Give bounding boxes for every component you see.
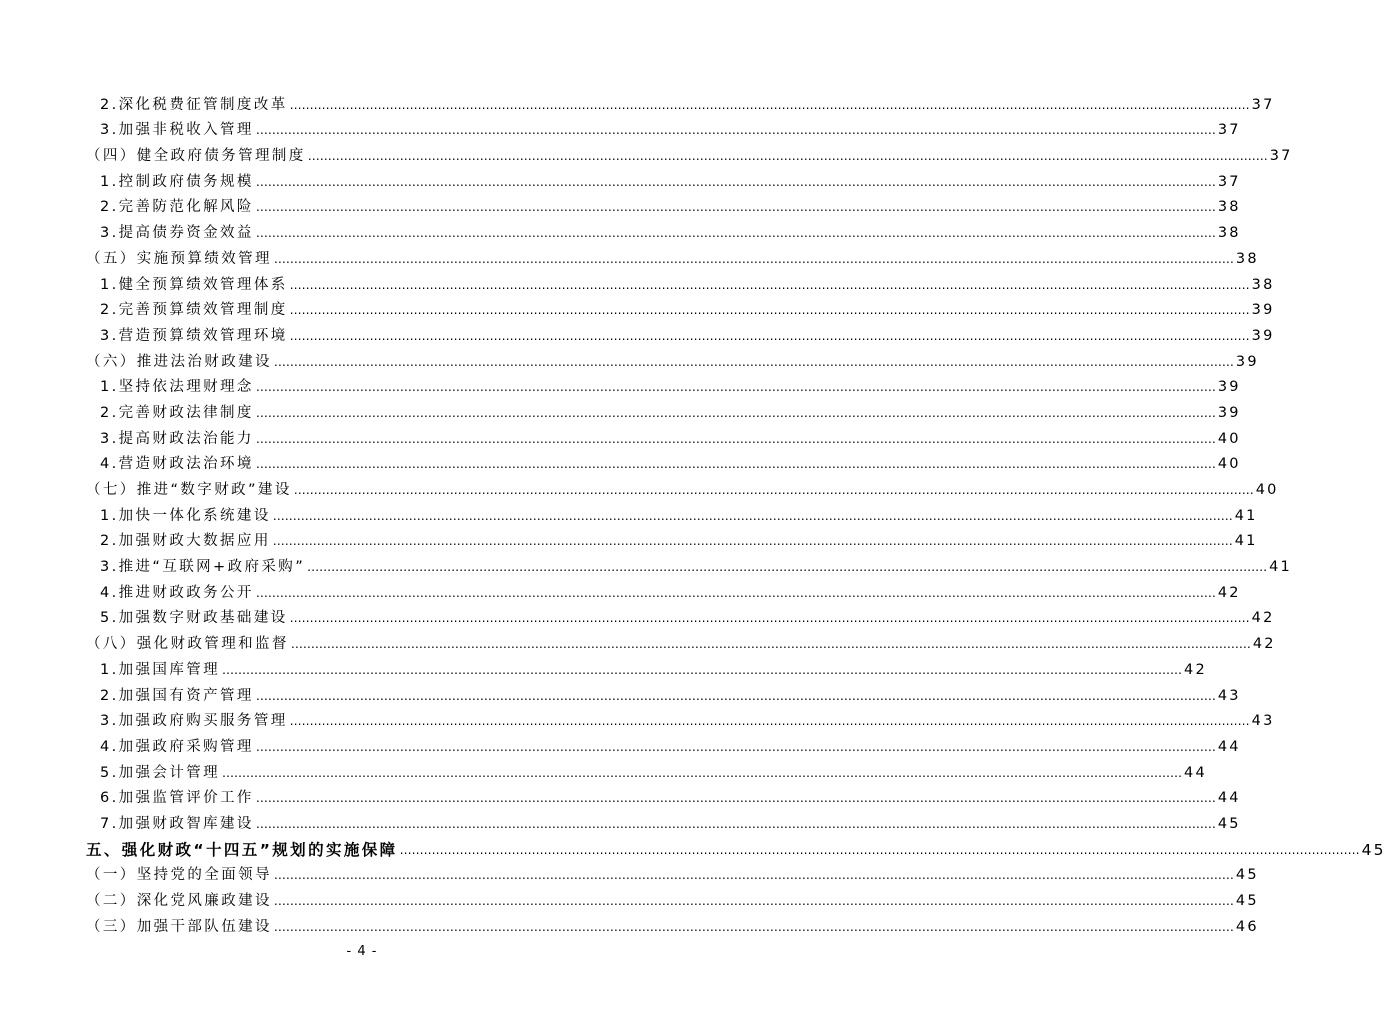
- toc-entry-title: （七）推进“数字财政”建设: [86, 482, 292, 498]
- toc-entry-page: 38: [1235, 250, 1259, 267]
- dot-leader: ……………………………………………………………………………………………………………………………………………………………………………………………………………………: [222, 662, 1183, 677]
- dot-leader: ……………………………………………………………………………………………………………………………………………………………………………………………………………………: [255, 791, 1216, 806]
- dot-leader: ……………………………………………………………………………………………………………………………………………………………………………………………………………………: [289, 97, 1250, 112]
- toc-entry-title: 4.推进财政政务公开: [100, 584, 254, 601]
- toc-entry-title: 4.营造财政法治环境: [100, 456, 254, 473]
- toc-entry-page: 40: [1217, 456, 1241, 473]
- dot-leader: ……………………………………………………………………………………………………………………………………………………………………………………………………………………: [255, 431, 1216, 446]
- toc-entry-page: 39: [1251, 327, 1275, 344]
- dot-leader: ……………………………………………………………………………………………………………………………………………………………………………………………………………………: [255, 405, 1216, 420]
- toc-entry[interactable]: [86, 139, 1293, 165]
- toc-entry-page: 42: [1251, 610, 1275, 627]
- toc-entry-title: 3.加强政府购买服务管理: [100, 713, 288, 730]
- toc-entry-page: 38: [1217, 199, 1241, 216]
- dot-leader: ……………………………………………………………………………………………………………………………………………………………………………………………………………………: [272, 508, 1233, 523]
- dot-leader: ……………………………………………………………………………………………………………………………………………………………………………………………………………………: [399, 842, 1360, 857]
- toc-entry-title: （三）加强干部队伍建设: [86, 918, 272, 935]
- toc-entry-title: 2.完善财政法律制度: [100, 404, 254, 421]
- toc-entry-title: （五）实施预算绩效管理: [86, 250, 272, 267]
- toc-entry[interactable]: [86, 833, 1386, 859]
- toc-entry-title: 5.加强数字财政基础建设: [100, 610, 288, 627]
- page-number: - 4 -: [346, 944, 378, 959]
- toc-entry-title: （一）坚持党的全面领导: [86, 867, 272, 884]
- toc-entry[interactable]: [86, 165, 1241, 191]
- toc-entry-page: 42: [1217, 584, 1241, 601]
- dot-leader: ……………………………………………………………………………………………………………………………………………………………………………………………………………………: [255, 688, 1216, 703]
- toc-entry[interactable]: [86, 730, 1241, 756]
- toc-entry-title: 4.加强政府采购管理: [100, 738, 254, 755]
- toc-entry-page: 39: [1235, 353, 1259, 370]
- dot-leader: ……………………………………………………………………………………………………………………………………………………………………………………………………………………: [273, 354, 1234, 369]
- toc-entry-page: 40: [1217, 430, 1241, 447]
- toc-entry-page: 37: [1217, 173, 1241, 190]
- toc-entry-page: 38: [1251, 276, 1275, 293]
- dot-leader: ……………………………………………………………………………………………………………………………………………………………………………………………………………………: [307, 560, 1268, 575]
- toc-entry-page: 44: [1217, 738, 1241, 755]
- toc-entry[interactable]: [86, 371, 1241, 397]
- dot-leader: ……………………………………………………………………………………………………………………………………………………………………………………………………………………: [290, 637, 1251, 652]
- dot-leader: ……………………………………………………………………………………………………………………………………………………………………………………………………………………: [289, 303, 1250, 318]
- toc-entry-title: 五、强化财政“十四五”规划的实施保障: [86, 840, 398, 859]
- toc-entry[interactable]: [86, 88, 1275, 114]
- dot-leader: ……………………………………………………………………………………………………………………………………………………………………………………………………………………: [222, 765, 1183, 780]
- toc-entry[interactable]: [86, 242, 1259, 268]
- toc-entry-title: 2.加强财政大数据应用: [100, 533, 271, 550]
- toc-entry[interactable]: [86, 602, 1275, 628]
- dot-leader: ……………………………………………………………………………………………………………………………………………………………………………………………………………………: [273, 251, 1234, 266]
- toc-entry-title: 3.提高财政法治能力: [100, 430, 254, 447]
- toc-entry[interactable]: [86, 294, 1275, 320]
- toc-entry-title: （二）深化党风廉政建设: [86, 893, 272, 909]
- dot-leader: ……………………………………………………………………………………………………………………………………………………………………………………………………………………: [293, 483, 1254, 497]
- toc-entry-title: 1.加强国库管理: [100, 661, 221, 678]
- toc-entry-page: 38: [1217, 225, 1241, 242]
- toc-entry-title: 3.提高债券资金效益: [100, 225, 254, 242]
- dot-leader: ……………………………………………………………………………………………………………………………………………………………………………………………………………………: [289, 714, 1250, 729]
- dot-leader: ……………………………………………………………………………………………………………………………………………………………………………………………………………………: [255, 739, 1216, 754]
- toc-entry-title: 5.加强会计管理: [100, 764, 221, 781]
- toc-entry-page: 43: [1217, 687, 1241, 704]
- toc-entry-title: 2.加强国有资产管理: [100, 687, 254, 704]
- dot-leader: ……………………………………………………………………………………………………………………………………………………………………………………………………………………: [273, 868, 1234, 883]
- dot-leader: ……………………………………………………………………………………………………………………………………………………………………………………………………………………: [273, 919, 1234, 934]
- toc-entry[interactable]: [86, 216, 1241, 242]
- toc-entry[interactable]: [86, 705, 1275, 731]
- toc-entry-title: 6.加强监管评价工作: [100, 790, 254, 807]
- dot-leader: ……………………………………………………………………………………………………………………………………………………………………………………………………………………: [272, 534, 1233, 549]
- toc-entry-page: 37: [1217, 122, 1241, 139]
- table-of-contents: [86, 88, 1386, 936]
- toc-entry[interactable]: [86, 756, 1207, 782]
- toc-entry-page: 41: [1269, 559, 1292, 576]
- toc-entry[interactable]: [86, 910, 1259, 936]
- toc-entry-page: 45: [1235, 867, 1259, 884]
- dot-leader: ……………………………………………………………………………………………………………………………………………………………………………………………………………………: [255, 816, 1216, 831]
- toc-entry-page: 44: [1184, 764, 1207, 781]
- toc-entry-title: 2.完善防范化解风险: [100, 199, 254, 216]
- dot-leader: ……………………………………………………………………………………………………………………………………………………………………………………………………………………: [255, 123, 1216, 138]
- toc-entry-title: （四）健全政府债务管理制度: [86, 148, 306, 165]
- dot-leader: ……………………………………………………………………………………………………………………………………………………………………………………………………………………: [255, 585, 1216, 600]
- toc-entry[interactable]: [86, 679, 1241, 705]
- toc-entry[interactable]: [86, 499, 1258, 525]
- toc-entry-title: （六）推进法治财政建设: [86, 353, 272, 370]
- dot-leader: ……………………………………………………………………………………………………………………………………………………………………………………………………………………: [255, 200, 1216, 215]
- toc-entry-page: 45: [1361, 840, 1386, 859]
- dot-leader: ……………………………………………………………………………………………………………………………………………………………………………………………………………………: [289, 277, 1250, 292]
- toc-entry-title: 2.完善预算绩效管理制度: [100, 302, 288, 319]
- toc-entry[interactable]: [86, 627, 1276, 653]
- toc-entry-page: 37: [1251, 96, 1275, 113]
- toc-entry-page: 45: [1217, 815, 1241, 832]
- toc-entry[interactable]: [86, 550, 1292, 576]
- toc-entry-page: 43: [1251, 713, 1275, 730]
- toc-entry[interactable]: [86, 114, 1241, 140]
- toc-entry[interactable]: [86, 525, 1258, 551]
- toc-entry-page: 45: [1235, 893, 1259, 909]
- toc-entry[interactable]: [86, 448, 1241, 474]
- toc-entry[interactable]: [86, 473, 1279, 499]
- toc-entry-title: 1.坚持依法理财理念: [100, 379, 254, 396]
- toc-entry-page: 41: [1234, 507, 1258, 524]
- toc-entry-page: 42: [1184, 661, 1207, 678]
- toc-entry-page: 42: [1252, 636, 1276, 653]
- toc-entry[interactable]: [86, 576, 1241, 602]
- toc-entry[interactable]: [86, 782, 1241, 808]
- toc-entry-title: 3.加强非税收入管理: [100, 122, 254, 139]
- toc-entry[interactable]: [86, 859, 1259, 885]
- toc-entry[interactable]: [86, 345, 1259, 371]
- toc-entry[interactable]: [86, 807, 1241, 833]
- toc-entry-page: 44: [1217, 790, 1241, 807]
- dot-leader: ……………………………………………………………………………………………………………………………………………………………………………………………………………………: [255, 457, 1216, 472]
- toc-entry[interactable]: [86, 422, 1241, 448]
- toc-entry-title: （八）强化财政管理和监督: [86, 636, 289, 653]
- toc-entry-page: 40: [1255, 482, 1279, 498]
- toc-entry-title: 1.健全预算绩效管理体系: [100, 276, 288, 293]
- toc-entry-page: 37: [1269, 148, 1293, 165]
- toc-entry-title: 7.加强财政智库建设: [100, 815, 254, 832]
- toc-entry-title: 3.营造预算绩效管理环境: [100, 327, 288, 344]
- dot-leader: ……………………………………………………………………………………………………………………………………………………………………………………………………………………: [273, 894, 1234, 908]
- toc-entry[interactable]: [86, 653, 1207, 679]
- dot-leader: ……………………………………………………………………………………………………………………………………………………………………………………………………………………: [255, 174, 1216, 189]
- toc-entry[interactable]: [86, 191, 1241, 217]
- dot-leader: ……………………………………………………………………………………………………………………………………………………………………………………………………………………: [307, 149, 1268, 164]
- toc-entry-page: 39: [1217, 379, 1241, 396]
- toc-entry-title: 3.推进“互联网+政府采购”: [100, 559, 306, 576]
- toc-entry[interactable]: [86, 396, 1241, 422]
- dot-leader: ……………………………………………………………………………………………………………………………………………………………………………………………………………………: [289, 611, 1250, 626]
- toc-entry-page: 46: [1235, 918, 1259, 935]
- toc-entry-title: 1.控制政府债务规模: [100, 173, 254, 190]
- dot-leader: ……………………………………………………………………………………………………………………………………………………………………………………………………………………: [255, 226, 1216, 241]
- dot-leader: ……………………………………………………………………………………………………………………………………………………………………………………………………………………: [255, 380, 1216, 395]
- toc-entry[interactable]: [86, 319, 1275, 345]
- dot-leader: ……………………………………………………………………………………………………………………………………………………………………………………………………………………: [289, 328, 1250, 343]
- toc-entry-title: 1.加快一体化系统建设: [100, 507, 271, 524]
- toc-entry-page: 39: [1251, 302, 1275, 319]
- toc-entry[interactable]: [86, 884, 1259, 910]
- toc-entry[interactable]: [86, 268, 1275, 294]
- toc-entry-page: 41: [1234, 533, 1258, 550]
- toc-entry-page: 39: [1217, 404, 1241, 421]
- toc-entry-title: 2.深化税费征管制度改革: [100, 96, 288, 113]
